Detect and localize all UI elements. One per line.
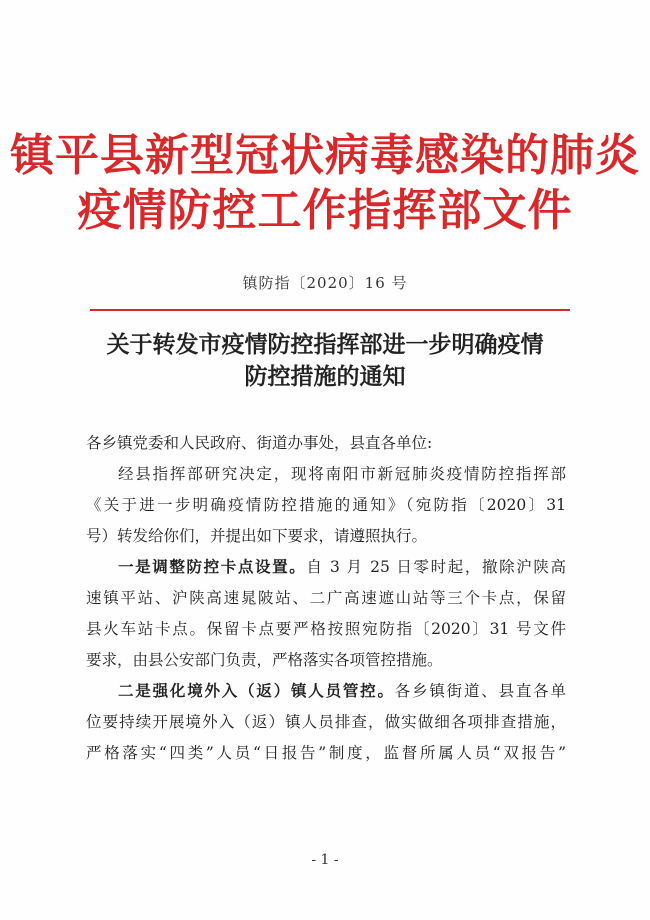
- para3-lead: 二是强化境外入（返）镇人员管控。: [118, 682, 395, 700]
- subject-line2: 防控措施的通知: [244, 364, 406, 390]
- para1-line3: 号）转发给你们，并提出如下要求，请遵照执行。: [86, 527, 428, 545]
- para2-line4: 要求，由县公安部门负责，严格落实各项管控措施。: [86, 651, 443, 669]
- addressee: 各乡镇党委和人民政府、街道办事处，县直各单位:: [86, 434, 433, 452]
- subject-line1: 关于转发市疫情防控指挥部进一步明确疫情: [106, 332, 544, 358]
- page-number: - 1 -: [311, 852, 339, 868]
- para1-line1: 经县指挥部研究决定，现将南阳市新冠肺炎疫情防控指挥部: [118, 465, 566, 483]
- para3-line1-rest: 各乡镇街道、县直各单: [394, 682, 566, 700]
- para2-line1-rest: 自 3 月 25 日零时起，撤除沪陕高: [306, 558, 566, 576]
- header-title-line1: 镇平县新型冠状病毒感染的肺炎: [10, 130, 640, 181]
- para3-line3: 严格落实“四类”人员“日报告”制度，监督所属人员“双报告”: [86, 744, 566, 762]
- para2-line2: 速镇平站、沪陕高速晁陂站、二广高速遮山站等三个卡点，保留: [86, 589, 566, 607]
- para1-line2: 《关于进一步明确疫情防控措施的通知》（宛防指〔2020〕31: [86, 496, 566, 514]
- para2-lead: 一是调整防控卡点设置。: [118, 558, 307, 576]
- document-body: [86, 428, 566, 769]
- document-number: 镇防指〔2020〕16 号: [242, 274, 408, 292]
- para2-line3: 县火车站卡点。保留卡点要严格按照宛防指〔2020〕31 号文件: [86, 620, 566, 638]
- para3-line1: [86, 676, 566, 707]
- para3-line2: 位要持续开展境外入（返）镇人员排查，做实做细各项排查措施，: [86, 713, 566, 731]
- red-divider-line: [90, 309, 570, 311]
- header-title-line2: 疫情防控工作指挥部文件: [77, 185, 573, 236]
- para2-line1: [86, 552, 566, 583]
